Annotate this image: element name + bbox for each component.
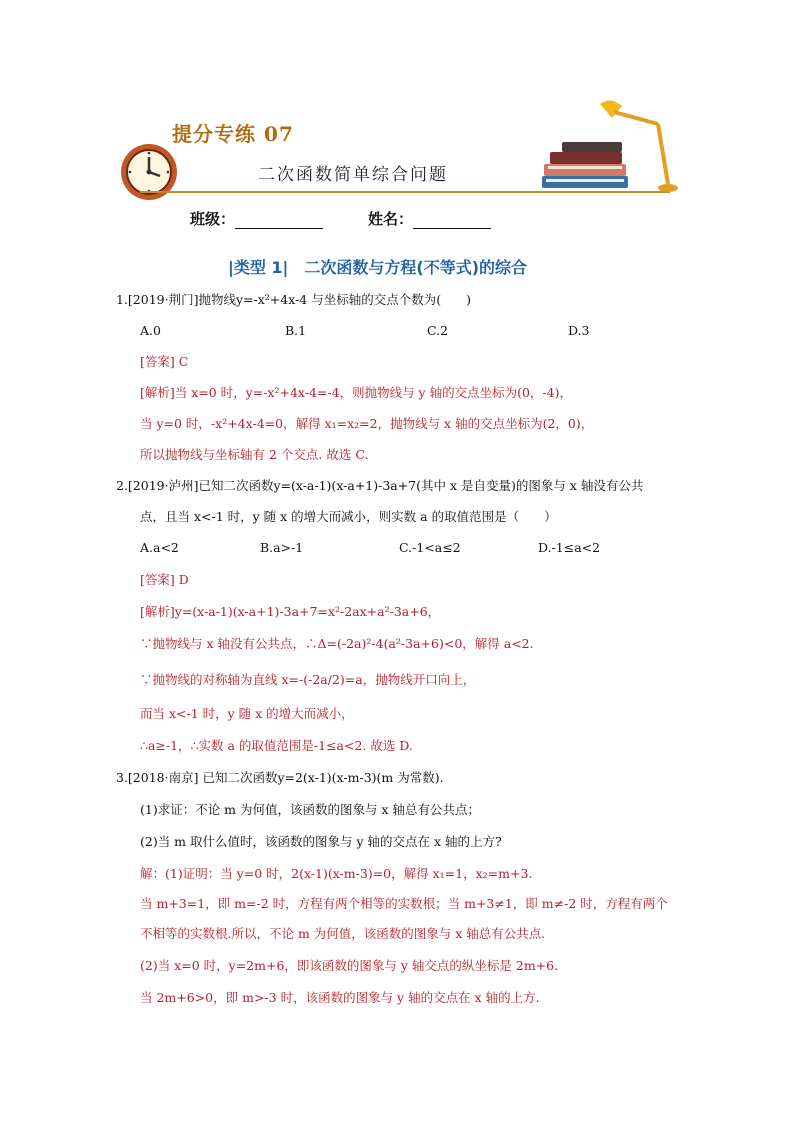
name-input[interactable] <box>413 213 491 229</box>
q2-answer: [答案] D <box>140 572 189 587</box>
class-input[interactable] <box>235 213 323 229</box>
q1-stem: 1.[2019·荆门]抛物线y=-x²+4x-4 与坐标轴的交点个数为( ) <box>116 292 471 307</box>
q3-stem: 3.[2018·南京] 已知二次函数y=2(x-1)(x-m-3)(m 为常数). <box>116 770 444 785</box>
class-field: 班级： <box>190 208 323 229</box>
q1-option-b: B.1 <box>285 323 307 338</box>
q1-analysis-line: [解析]当 x=0 时，y=-x²+4x-4=-4，则抛物线与 y 轴的交点坐标为(0，-4)， <box>140 385 572 400</box>
section-title: |类型 1| 二次函数与方程(不等式)的综合 <box>228 258 528 277</box>
q1-analysis-line: 当 y=0 时，-x²+4x-4=0，解得 x₁=x₂=2，抛物线与 x 轴的交点坐标为(2，0)， <box>140 416 594 431</box>
q2-analysis-line: [解析]y=(x-a-1)(x-a+1)-3a+7=x²-2ax+a²-3a+6， <box>140 604 441 619</box>
q2-analysis-line: ∴a≥-1，∴实数 a 的取值范围是-1≤a<2. 故选 D. <box>140 738 413 753</box>
q1-option-a: A.0 <box>140 323 161 338</box>
page-subtitle: 二次函数简单综合问题 <box>258 165 448 185</box>
name-field: 姓名： <box>368 208 491 229</box>
q3-solution-line: 不相等的实数根.所以，不论 m 为何值，该函数的图象与 x 轴总有公共点. <box>140 926 546 941</box>
q2-stem-line: 2.[2019·泸州]已知二次函数y=(x-a-1)(x-a+1)-3a+7(其中 x 是自变量)的图象与 x 轴没有公共 <box>116 478 644 493</box>
q3-solution-line: 当 m+3=1，即 m=-2 时，方程有两个相等的实数根；当 m+3≠1，即 m≠-2 时，方程有两个 <box>140 896 668 911</box>
q2-option-b: B.a>-1 <box>260 540 304 555</box>
q1-option-d: D.3 <box>568 323 590 338</box>
q3-solution-line: (2)当 x=0 时，y=2m+6，即该函数的图象与 y 轴交点的纵坐标是 2m+6. <box>140 958 559 973</box>
q3-part: (1)求证：不论 m 为何值，该函数的图象与 x 轴总有公共点； <box>140 802 481 817</box>
q1-option-c: C.2 <box>427 323 449 338</box>
q2-option-d: D.-1≤a<2 <box>538 540 601 555</box>
q2-analysis-line: ∵抛物线的对称轴为直线 x=-(-2a/2)=a，抛物线开口向上， <box>140 672 476 687</box>
q2-option-c: C.-1<a≤2 <box>399 540 461 555</box>
q2-stem-line: 点，且当 x<-1 时，y 随 x 的增大而减小，则实数 a 的取值范围是（ ） <box>140 509 557 524</box>
q3-solution-line: 解：(1)证明：当 y=0 时，2(x-1)(x-m-3)=0，解得 x₁=1，x₂=m+3. <box>140 866 533 881</box>
q3-part: (2)当 m 取什么值时，该函数的图象与 y 轴的交点在 x 轴的上方? <box>140 834 502 849</box>
q1-analysis-line: 所以抛物线与坐标轴有 2 个交点. 故选 C. <box>140 447 369 462</box>
q2-option-a: A.a<2 <box>140 540 179 555</box>
page-title: 提分专练 07 <box>172 122 294 146</box>
q3-solution-line: 当 2m+6>0，即 m>-3 时，该函数的图象与 y 轴的交点在 x 轴的上方. <box>140 990 540 1005</box>
q2-analysis-line: ∵抛物线与 x 轴没有公共点，∴Δ=(-2a)²-4(a²-3a+6)<0，解得 a<2. <box>140 636 534 651</box>
q2-analysis-line: 而当 x<-1 时，y 随 x 的增大而减小， <box>140 706 354 721</box>
books-and-lamp-icon <box>540 96 680 196</box>
q1-answer: [答案] C <box>140 354 189 369</box>
